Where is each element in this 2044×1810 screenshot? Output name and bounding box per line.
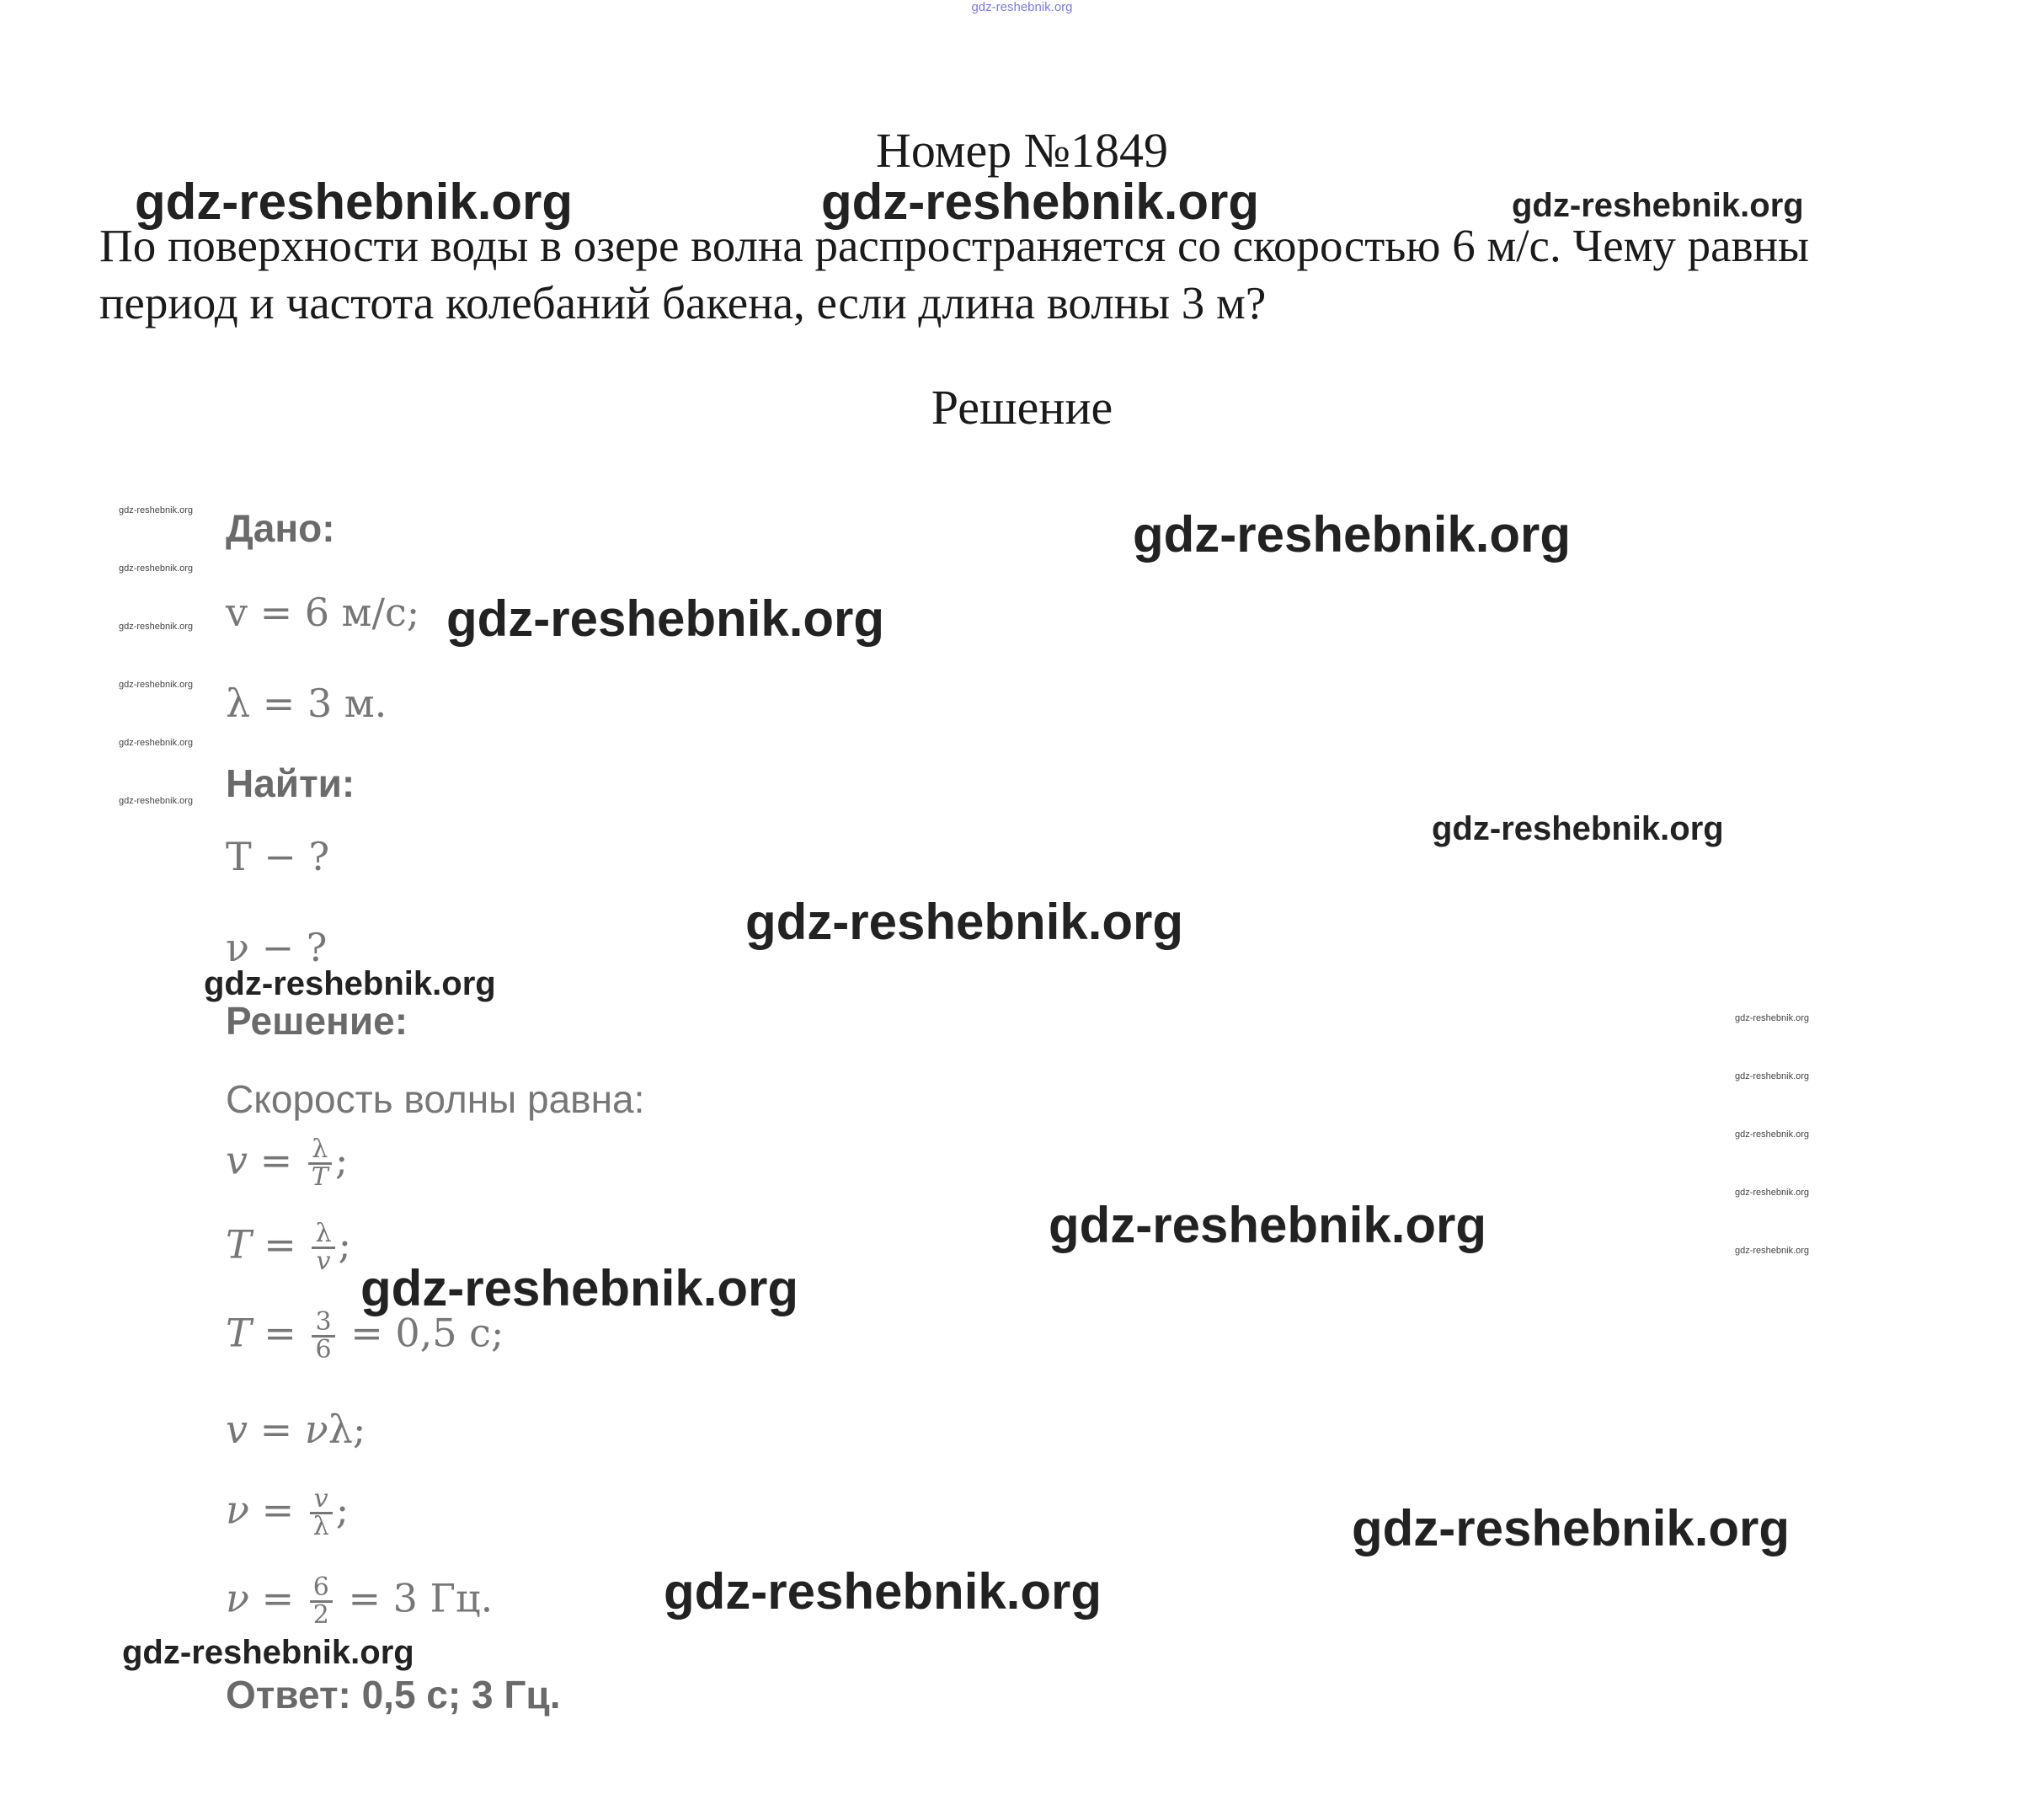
find-frequency: ν − ? bbox=[226, 925, 328, 970]
formula-frequency-calc: ν = $\frac{6}{2}$ = 3 Гц. bbox=[226, 1572, 494, 1630]
watermark: gdz-reshebnik.org bbox=[119, 505, 194, 515]
solution-label: Решение: bbox=[226, 999, 408, 1043]
find-label: Найти: bbox=[226, 761, 355, 805]
watermark: gdz-reshebnik.org bbox=[122, 1634, 414, 1671]
watermark: gdz-reshebnik.org bbox=[204, 965, 496, 1002]
answer: Ответ: 0,5 с; 3 Гц. bbox=[226, 1673, 561, 1717]
watermark: gdz-reshebnik.org bbox=[119, 738, 194, 748]
watermark: gdz-reshebnik.org bbox=[119, 680, 194, 690]
given-label: Дано: bbox=[226, 506, 335, 550]
watermark: gdz-reshebnik.org bbox=[119, 796, 194, 806]
formula-frequency: ν = $\frac{v}{\lambda}$ ; bbox=[226, 1484, 350, 1541]
given-wavelength: λ = 3 м. bbox=[226, 681, 387, 726]
watermark: gdz-reshebnik.org bbox=[360, 1260, 799, 1316]
watermark: gdz-reshebnik.org bbox=[1133, 506, 1572, 563]
problem-text: По поверхности воды в озере волна распространяется со скоростью 6 м/с. Чему равны период и частота колебаний бакена, если длина волны 3 м? bbox=[99, 220, 1809, 328]
watermark: gdz-reshebnik.org bbox=[446, 590, 885, 647]
formula-period-calc: T = $\frac{3}{6}$ = 0,5 с; bbox=[226, 1307, 504, 1364]
watermark: gdz-reshebnik.org bbox=[135, 174, 574, 230]
watermark: gdz-reshebnik.org bbox=[745, 894, 1184, 950]
watermark: gdz-reshebnik.org bbox=[1735, 1129, 1810, 1140]
watermark: gdz-reshebnik.org bbox=[1735, 1246, 1810, 1256]
top-watermark: gdz-reshebnik.org bbox=[971, 0, 1073, 14]
watermark: gdz-reshebnik.org bbox=[664, 1563, 1102, 1620]
watermark: gdz-reshebnik.org bbox=[821, 174, 1260, 230]
given-speed: v = 6 м/с; bbox=[226, 590, 420, 635]
watermark: gdz-reshebnik.org bbox=[1735, 1013, 1810, 1023]
watermark: gdz-reshebnik.org bbox=[1432, 810, 1724, 847]
watermark: gdz-reshebnik.org bbox=[1735, 1071, 1810, 1081]
speed-text: Скорость волны равна: bbox=[226, 1077, 645, 1121]
solution-heading: Решение bbox=[931, 380, 1113, 435]
watermark: gdz-reshebnik.org bbox=[119, 563, 194, 574]
watermark: gdz-reshebnik.org bbox=[1735, 1188, 1810, 1198]
formula-period: T = $\frac{\lambda}{v}$ ; bbox=[226, 1219, 351, 1276]
page-title: Номер №1849 bbox=[875, 123, 1169, 178]
formula-speed-frequency: v = νλ; bbox=[226, 1407, 366, 1452]
watermark: gdz-reshebnik.org bbox=[119, 622, 194, 632]
formula-speed-wavelength: v = $\frac{\lambda}{T}$ ; bbox=[226, 1135, 349, 1192]
watermark: gdz-reshebnik.org bbox=[1512, 187, 1804, 224]
watermark: gdz-reshebnik.org bbox=[1049, 1197, 1487, 1253]
watermark: gdz-reshebnik.org bbox=[1352, 1500, 1791, 1556]
find-period: T − ? bbox=[226, 834, 330, 879]
